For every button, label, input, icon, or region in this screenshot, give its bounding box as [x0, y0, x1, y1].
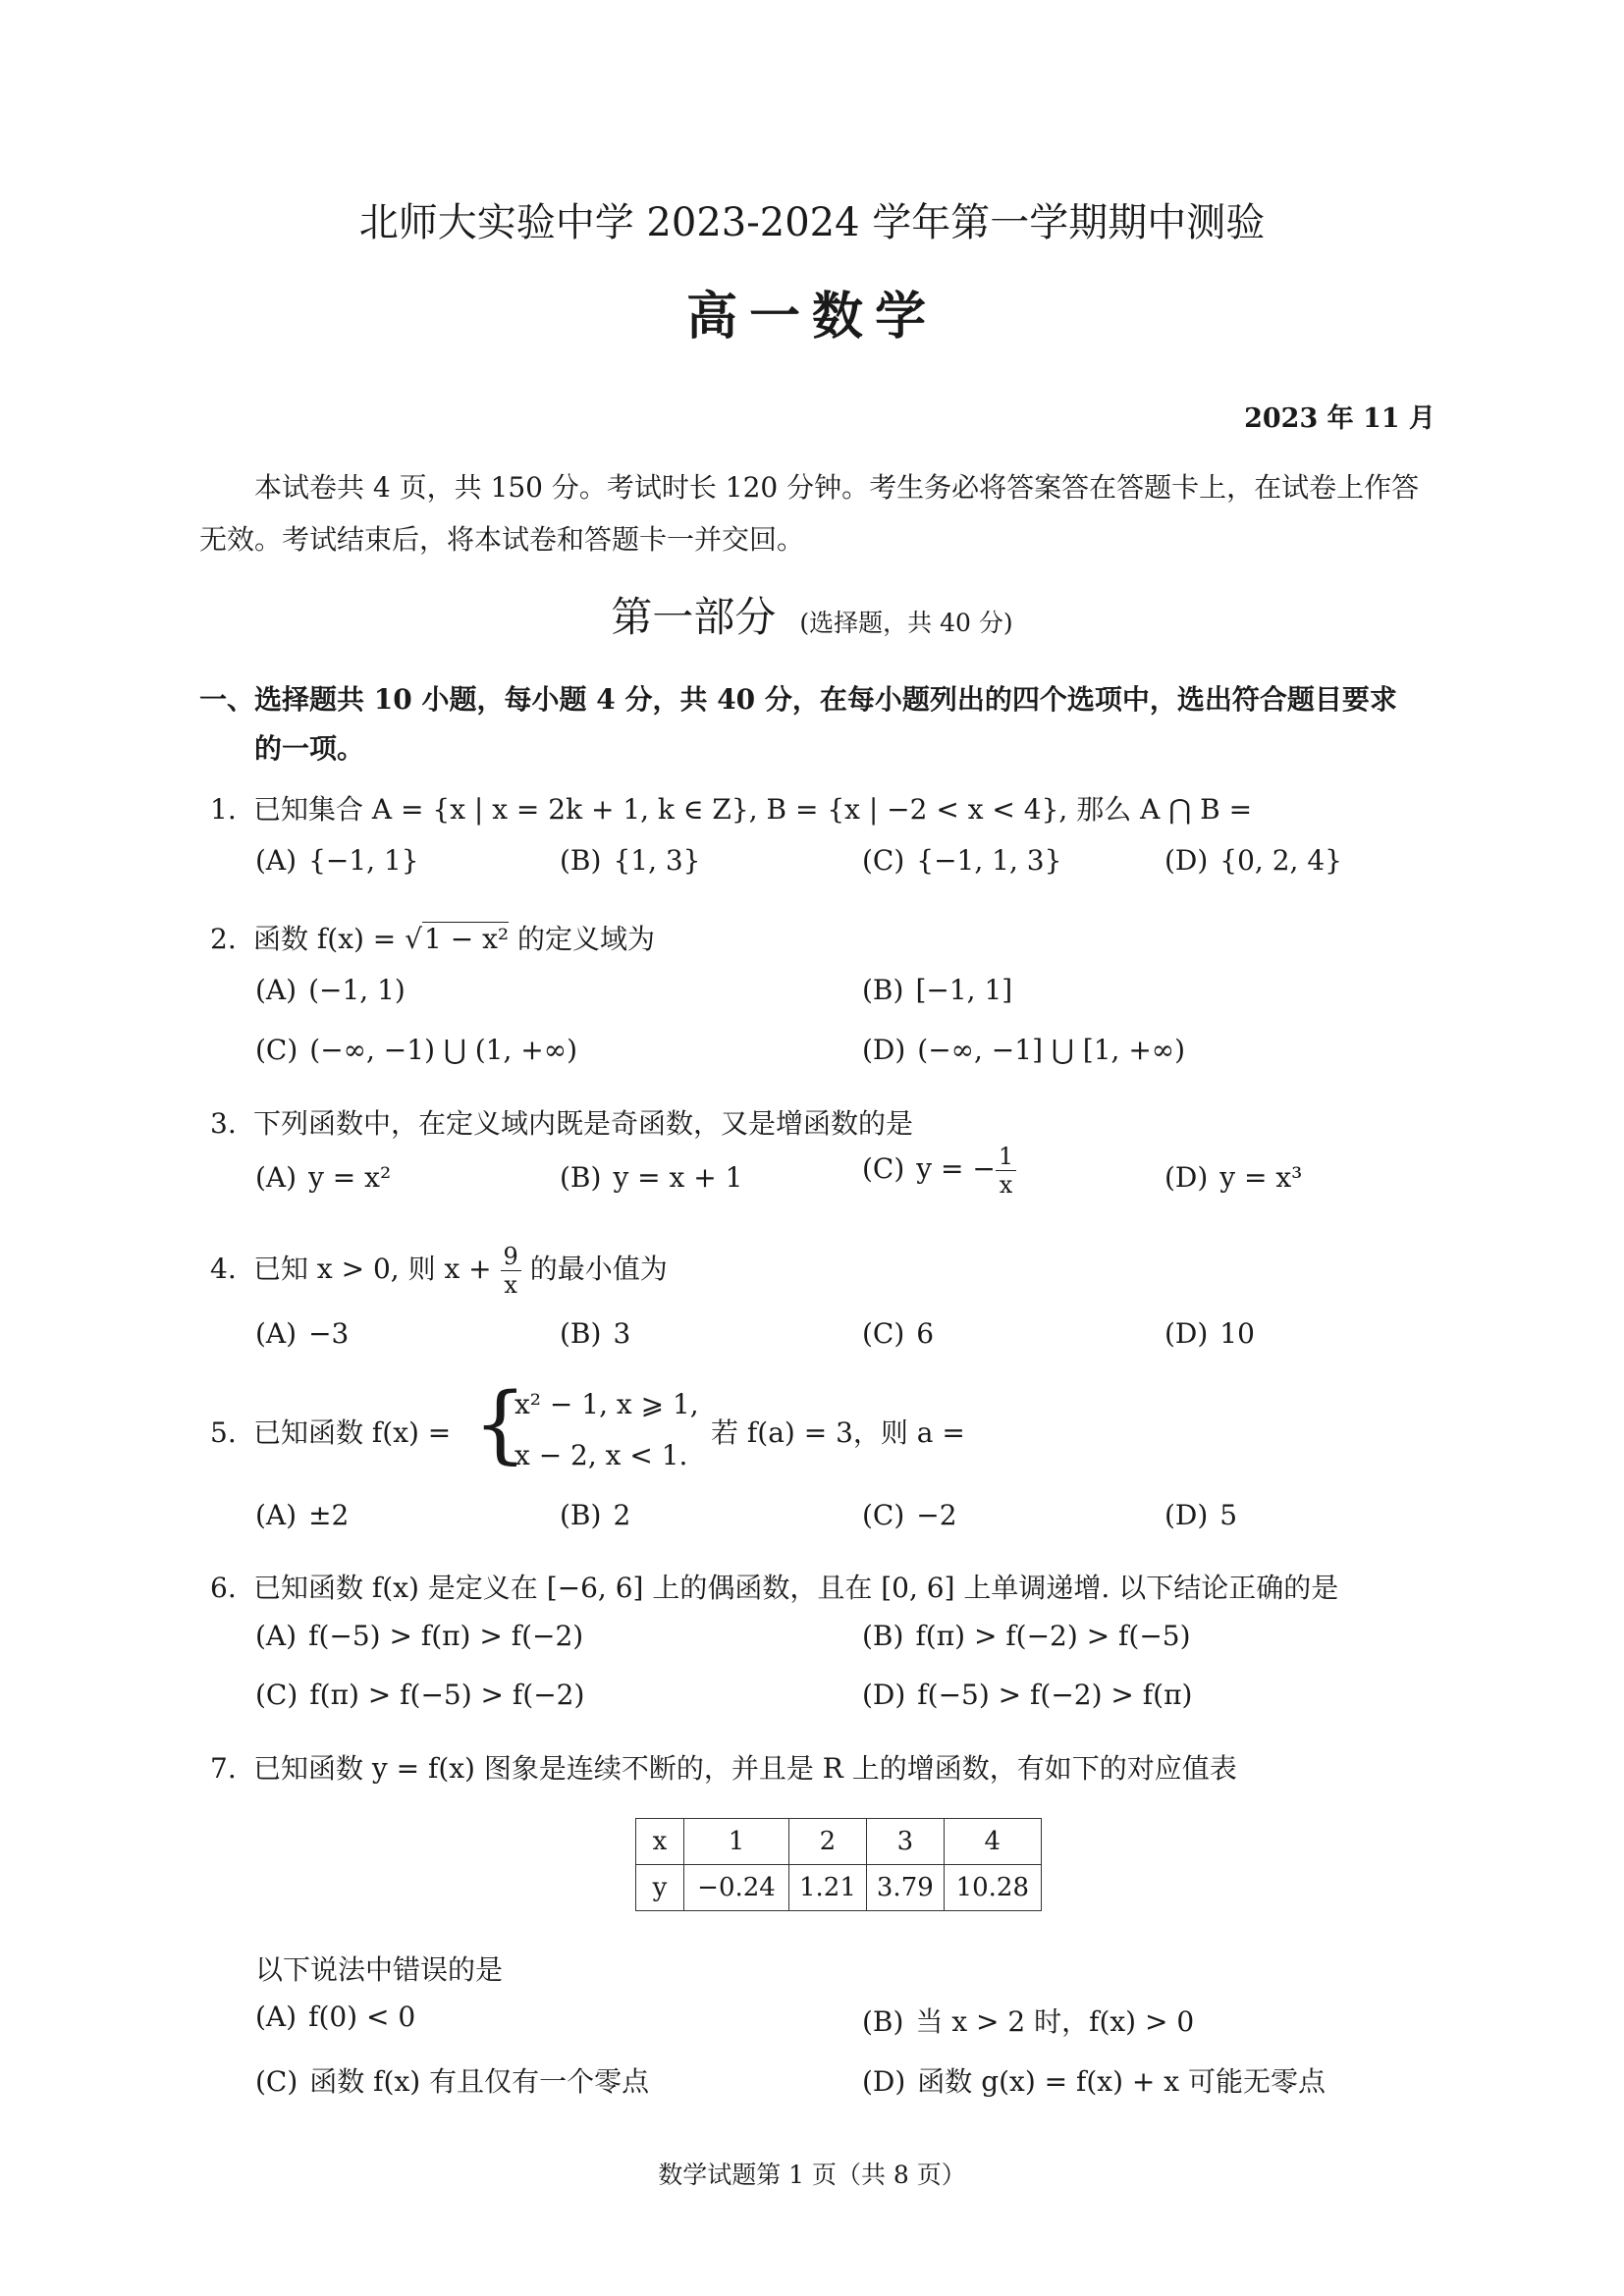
section-line-1: 选择题共 10 小题，每小题 4 分，共 40 分，在每小题列出的四个选项中，选出符合题目要求 [254, 683, 1397, 716]
option-d: (D) 函数 g(x) = f(x) + x 可能无零点 [862, 2065, 1326, 2098]
table-cell: 3 [866, 1819, 944, 1865]
option-d: (D) (−∞, −1] ⋃ [1, +∞) [862, 1034, 1186, 1066]
question-1-stem [210, 788, 1252, 828]
question-7-stem: 7. 已知函数 y = f(x) 图象是连续不断的，并且是 R 上的增函数，有如下的对应值表 [210, 1752, 1237, 1785]
piecewise-case-1: x² − 1, x ⩾ 1, [514, 1388, 699, 1420]
subject-title: 高一数学 [685, 287, 938, 347]
instructions: 本试卷共 4 页，共 150 分。考试时长 120 分钟。考生务必将答案答在答题卡上，在试卷上作答无效。考试结束后，将本试卷和答题卡一并交回。 [199, 471, 1420, 556]
fraction: $\frac{1}{x}$ [996, 1143, 1016, 1199]
option-a: (A) y = x² [255, 1161, 392, 1194]
question-7-follow: 以下说法中错误的是 [255, 1953, 504, 1986]
question-5-stem: 5. 已知函数 f(x) = [210, 1416, 452, 1449]
option-d: (D) 5 [1164, 1499, 1238, 1531]
option-a: (A) (−1, 1) [255, 974, 406, 1006]
section-heading [199, 675, 1433, 774]
option-a: (A) f(−5) > f(π) > f(−2) [255, 1620, 584, 1652]
option-b: (B) [−1, 1] [862, 974, 1013, 1006]
table-header-y: y [636, 1865, 684, 1911]
part-title [0, 585, 1624, 644]
piecewise-case-2: x − 2, x < 1. [514, 1439, 688, 1471]
table-cell: 1 [684, 1819, 789, 1865]
fraction: $\frac{9}{x}$ [501, 1243, 521, 1299]
option-d: (D) y = x³ [1164, 1161, 1303, 1194]
option-d: (D) 10 [1164, 1317, 1255, 1350]
table-cell: 3.79 [866, 1865, 944, 1911]
question-number: 1. [210, 793, 237, 826]
table-cell: 1.21 [789, 1865, 867, 1911]
piecewise-brace: { [473, 1375, 527, 1473]
table-row [636, 1865, 1042, 1911]
question-4-stem: 4. 已知 x > 0, 则 x + $\frac{9}{x}$ 的最小值为 [210, 1243, 668, 1299]
option-c: (C) 函数 f(x) 有且仅有一个零点 [255, 2065, 650, 2098]
question-5-condition: 若 f(a) = 3，则 a = [711, 1416, 965, 1449]
option-c: (C) 6 [862, 1317, 935, 1350]
option-b: (B) 当 x > 2 时，f(x) > 0 [862, 2005, 1195, 2038]
exam-date: 2023 年 11 月 [1244, 403, 1435, 434]
option-c: (C) f(π) > f(−5) > f(−2) [255, 1679, 585, 1711]
option-c: (C) {−1, 1, 3} [862, 844, 1062, 877]
option-b: (B) 3 [560, 1317, 631, 1350]
table-cell: −0.24 [684, 1865, 789, 1911]
page-footer: 数学试题第 1 页（共 8 页） [658, 2161, 966, 2189]
table-header-x: x [636, 1819, 684, 1865]
option-d: (D) f(−5) > f(−2) > f(π) [862, 1679, 1193, 1711]
exam-title: 北师大实验中学 2023-2024 学年第一学期期中测验 [358, 200, 1266, 245]
question-2-stem: 2. 函数 f(x) = √1 − x² 的定义域为 [210, 923, 656, 955]
option-b: (B) f(π) > f(−2) > f(−5) [862, 1620, 1191, 1652]
question-3-stem: 3. 下列函数中，在定义域内既是奇函数，又是增函数的是 [210, 1107, 914, 1140]
option-d: (D) {0, 2, 4} [1164, 844, 1342, 877]
option-a: (A) {−1, 1} [255, 844, 419, 877]
option-c: (C) y = − $\frac{1}{x}$ [862, 1143, 1016, 1199]
option-c: (C) (−∞, −1) ⋃ (1, +∞) [255, 1034, 578, 1066]
table-cell: 4 [944, 1819, 1041, 1865]
option-a: (A) f(0) < 0 [255, 2001, 416, 2033]
option-b: (B) {1, 3} [560, 844, 701, 877]
part-title-main: 第一部分 [611, 593, 777, 641]
option-c: (C) −2 [862, 1499, 957, 1531]
option-a: (A) ±2 [255, 1499, 350, 1531]
table-cell: 2 [789, 1819, 867, 1865]
section-line-2: 的一项。 [254, 732, 365, 765]
value-table [635, 1818, 1042, 1911]
section-number: 一、 [199, 683, 255, 716]
question-text: 已知集合 A = {x | x = 2k + 1, k ∈ Z}, B = {x | −2 < x < 4}, 那么 A ⋂ B = [253, 793, 1253, 826]
table-row [636, 1819, 1042, 1865]
option-b: (B) y = x + 1 [560, 1161, 743, 1194]
option-b: (B) 2 [560, 1499, 631, 1531]
question-6-stem: 6. 已知函数 f(x) 是定义在 [−6, 6] 上的偶函数，且在 [0, 6] 上单调递增. 以下结论正确的是 [210, 1572, 1339, 1604]
table-cell: 10.28 [944, 1865, 1041, 1911]
part-title-note: (选择题，共 40 分) [799, 609, 1013, 637]
option-a: (A) −3 [255, 1317, 350, 1350]
